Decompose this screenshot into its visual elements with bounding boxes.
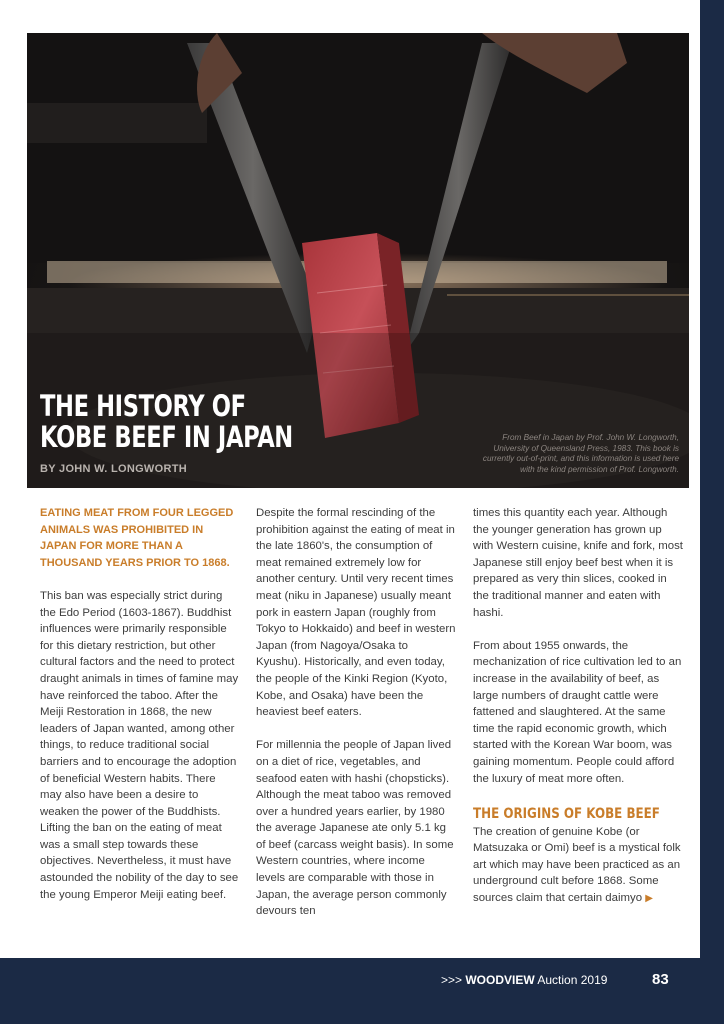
text-column-2 bbox=[256, 505, 456, 936]
section-heading: THE ORIGINS OF KOBE BEEF bbox=[473, 805, 660, 822]
paragraph: For millennia the people of Japan lived on a diet of rice, vegetables, and seafood eaten with hashi (chopsticks). Although the meat taboo was removed over a hundred years earlier, by 1980 the average Japanese ate only 5.1 kg of beef (carcass weight basis). In some Western countries, where income levels are comparable with those in Japan, the average person commonly devours ten bbox=[256, 739, 454, 918]
footer-suffix: Auction 2019 bbox=[534, 973, 608, 987]
photo-caption: From Beef in Japan by Prof. John W. Longworth, University of Queensland Press, 1983. This book is currently out-of-print, and this information is used here with the kind permission of Prof. Longworth. bbox=[482, 433, 679, 474]
footer-brand: WOODVIEW bbox=[465, 973, 535, 987]
text-column-3 bbox=[473, 505, 683, 908]
article-title-line2: KOBE BEEF IN JAPAN bbox=[40, 420, 293, 454]
article-title-line1: THE HISTORY OF bbox=[40, 389, 246, 423]
footer-prefix: >>> bbox=[441, 973, 466, 987]
paragraph: times this quantity each year. Although the younger generation has grown up with Western cuisine, knife and fork, most Japanese still enjoy beef best when it is prepared as very thin slices, cooked in the traditional manner and eaten with hashi. bbox=[473, 507, 683, 619]
paragraph: From about 1955 onwards, the mechanization of rice cultivation led to an increase in the availability of beef, as large numbers of draught cattle were fattened and slaughtered. At the same time the rapid economic growth, which started with the Korean War boom, was gaining momentum. People could afford the luxury of meat more often. bbox=[473, 639, 682, 785]
footer-publication bbox=[441, 973, 607, 987]
paragraph: Despite the formal rescinding of the prohibition against the eating of meat in the late 1860's, the consumption of meat remained extremely low for another century. Until very recent times meat (niku in Japanese) usually meant pork in eastern Japan (roughly from Tokyo to Hokkaido) and beef in western Japan (from Nagoya/Osaka to Kyushu). Historically, and even today, the people of the Kinki Region (Kyoto, Kobe, and Osaka) have been the heaviest beef eaters. bbox=[256, 507, 456, 719]
continue-arrow-icon: ▶ bbox=[645, 893, 653, 905]
byline: BY JOHN W. LONGWORTH bbox=[40, 463, 187, 475]
article-title bbox=[40, 391, 293, 453]
text-column-1 bbox=[40, 505, 240, 920]
intro-lede: EATING MEAT FROM FOUR LEGGED ANIMALS WAS PROHIBITED IN JAPAN FOR MORE THAN A THOUSAND YEARS PRIOR TO 1868. bbox=[40, 507, 234, 569]
paragraph: This ban was especially strict during the Edo Period (1603-1867). Buddhist influences were primarily responsible for this dietary restriction, but other cultural factors and the need to protect draught animals in times of famine may have reinforced the taboo. After the Meiji Restoration in 1868, the new leaders of Japan wanted, among other things, to reduce traditional social barriers and to encourage the adoption of beneficial Western habits. There may also have been a desire to weaken the power of the Buddhists. Lifting the ban on the eating of meat was a small step towards these objectives. Nevertheless, it must have astounded the nobility of the day to see the young Emperor Meiji eating beef. bbox=[40, 589, 239, 901]
hero-photo bbox=[27, 33, 689, 488]
paragraph: The creation of genuine Kobe (or Matsuzaka or Omi) beef is a mystical folk art which may have been practiced as an underground cult before 1868. Some sources claim that certain daimyo bbox=[473, 825, 681, 905]
page-number: 83 bbox=[652, 971, 669, 988]
